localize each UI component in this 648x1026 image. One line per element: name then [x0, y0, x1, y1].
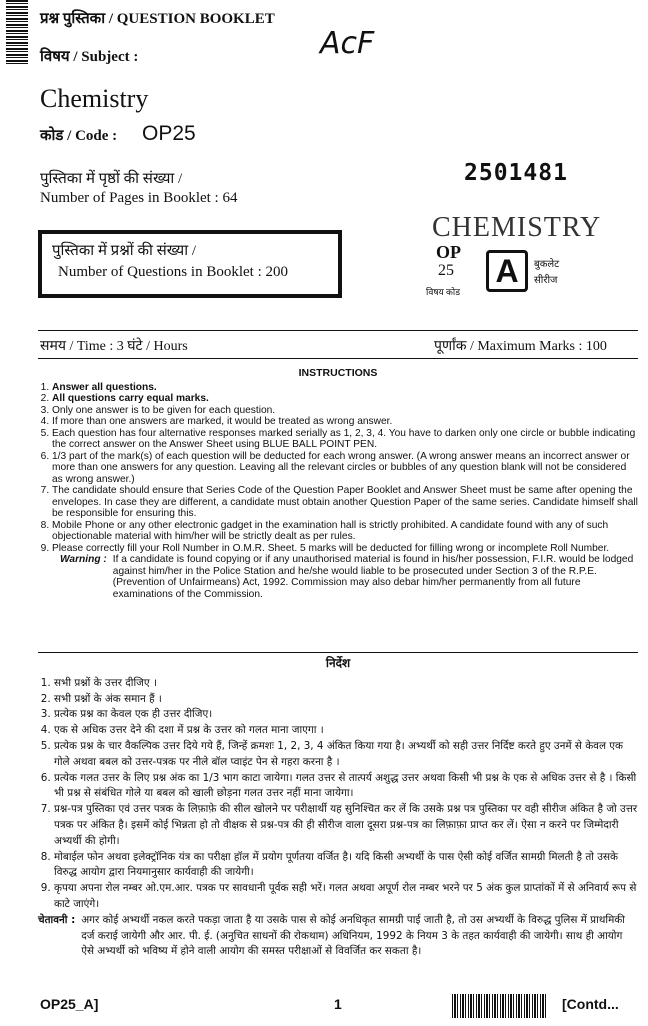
list-item: 7. The candidate should ensure that Series Code of the Question Paper Booklet and Answer Sheet must be same after opening the envelopes. In case they are different, a candidate must obtain another Question Paper of the same series. Candidate himself shall be responsible for ensuring this. [52, 485, 638, 520]
list-item: 2. All questions carry equal marks. [52, 393, 638, 405]
list-item: 8. मोबाईल फोन अथवा इलेक्ट्रॉनिक यंत्र का परीक्षा हॉल में प्रयोग पूर्णतया वर्जित है। यदि किसी अभ्यर्थी के पास ऐसी कोई वर्जित सामग्री मिलती है तो उसके विरुद्ध आयोग द्वारा नियमानुसार कार्यवाही की जायेगी। [54, 850, 638, 882]
instructions-section [38, 368, 638, 600]
stamp-code-caption: विषय कोड [426, 287, 461, 297]
list-item: 4. If more than one answers are marked, it would be treated as wrong answer. [52, 416, 638, 428]
footer-barcode [452, 994, 548, 1018]
code-value: OP25 [142, 122, 196, 145]
questions-label-hi: पुस्तिका में प्रश्नों की संख्या / [52, 243, 197, 259]
code-label: कोड / Code : [40, 128, 118, 144]
list-item: 3. प्रत्येक प्रश्न का केवल एक ही उत्तर दीजिए। [54, 707, 638, 723]
marks-label: पूर्णांक / Maximum Marks : 100 [434, 339, 607, 354]
page-number: 1 [334, 996, 342, 1012]
divider [38, 652, 638, 653]
list-item: 6. प्रत्येक गलत उत्तर के लिए प्रश्न अंक का 1/3 भाग काटा जायेगा। गलत उत्तर से तात्पर्य अशुद्ध उत्तर अथवा किसी भी प्रश्न के एक से अधिक उत्तर से है । किसी भी प्रश्न से संबंधित गोले या बबल को खाली छोड़ना गलत उत्तर नहीं माना जायेगा। [54, 771, 638, 803]
continued-label: [Contd... [562, 996, 619, 1012]
list-item: 7. प्रश्न-पत्र पुस्तिका एवं उत्तर पत्रक के लिफ़ाफ़े की सील खोलने पर परीक्षार्थी यह सुनिश्चित कर लें कि उसके प्रश्न पत्र पुस्तिका पर वही सीरीज अंकित है जो उत्तर पत्रक पर अंकित है। इसमें कोई भिन्नता हो तो वीक्षक से प्रश्न-पत्र की ही सीरीज वाला दूसरा प्रश्न-पत्र का लिफ़ाफ़ा प्राप्त कर लें। ऐसा न करने पर जिम्मेदारी अभ्यर्थी की होगी। [54, 802, 638, 849]
instructions-list [38, 382, 638, 555]
subject-value: Chemistry [40, 84, 149, 113]
list-item: 9. Please correctly fill your Roll Number in O.M.R. Sheet. 5 marks will be deducted for filling wrong or incomplete Roll Number. [52, 543, 638, 555]
divider [38, 330, 638, 331]
subject-label: विषय / Subject : [40, 49, 139, 65]
booklet-title: प्रश्न पुस्तिका / QUESTION BOOKLET [40, 11, 275, 27]
hindi-warning-label: चेतावनी : [38, 913, 76, 926]
footer-code: OP25_A] [40, 996, 99, 1012]
list-item: 3. Only one answer is to be given for each question. [52, 405, 638, 417]
list-item: 4. एक से अधिक उत्तर देने की दशा में प्रश्न के उत्तर को गलत माना जाएगा । [54, 723, 638, 739]
booklet-number: 2501481 [464, 160, 568, 186]
pages-label-hi: पुस्तिका में पृष्ठों की संख्या / [40, 171, 183, 187]
warning-row [38, 554, 638, 600]
list-item: 5. Each question has four alternative responses marked serially as 1, 2, 3, 4. You have to darken only one circle or bubble indicating the correct answer on the Answer Sheet using BLUE BALL POINT PEN. [52, 428, 638, 451]
hindi-warning-row [38, 913, 638, 960]
nirdesh-list [38, 676, 638, 913]
questions-label-en: Number of Questions in Booklet : 200 [58, 264, 288, 280]
warning-label: Warning : [60, 554, 107, 565]
instructions-title: INSTRUCTIONS [298, 367, 378, 379]
divider [38, 358, 638, 359]
side-barcode [6, 0, 28, 66]
list-item: 8. Mobile Phone or any other electronic gadget in the examination hall is strictly prohibited. A candidate found with any of such objectionable material with him/her will be strictly dealt as per rules. [52, 520, 638, 543]
time-label: समय / Time : 3 घंटे / Hours [40, 339, 188, 354]
list-item: 1. सभी प्रश्नों के उत्तर दीजिए । [54, 676, 638, 692]
nirdesh-section [38, 656, 638, 960]
warning-text: If a candidate is found copying or if any unauthorised material is found in his/her possession, F.I.R. would be lodged against him/her in the Police Station and he/she would liable to be prosecuted under Section 3 of the R.P.E. (Prevention of Unfairmeans) Act, 1992. Commission may also debar him/her permanently from all future examinations of the Commission. [112, 554, 634, 600]
stamp-num: 25 [438, 262, 454, 279]
list-item: 1. Answer all questions. [52, 382, 638, 394]
series-caption-1: बुकलेट [534, 259, 560, 270]
list-item: 5. प्रत्येक प्रश्न के चार वैकल्पिक उत्तर दिये गये हैं, जिन्हें क्रमशः 1, 2, 3, 4 अंकित किया गया है। अभ्यर्थी को सही उत्तर निर्दिष्ट करते हुए उनमें से केवल एक गोले अथवा बबल को उत्तर-पत्रक पर नीले बॉल प्वाइंट पेन से गहरा करना है । [54, 739, 638, 771]
handwritten-note: AcF [320, 26, 375, 61]
questions-box [38, 230, 342, 298]
stamp-op: OP [436, 242, 461, 262]
series-caption-2: सीरीज [534, 275, 558, 286]
list-item: 2. सभी प्रश्नों के अंक समान हैं । [54, 692, 638, 708]
hindi-warning-text: अगर कोई अभ्यर्थी नकल करते पकड़ा जाता है या उसके पास से कोई अनधिकृत सामग्री पाई जाती है, तो उस अभ्यर्थी के विरुद्ध पुलिस में प्राथमिकी दर्ज कराई जायेगी और आर. पी. ई. (अनुचित साधनों की रोकथाम) अधिनियम, 1992 के नियम 3 के तहत कार्यवाही की जायेगी। साथ ही आयोग ऐसे अभ्यर्थी को भविष्य में होने वाली आयोग की समस्त परीक्षाओं से विवर्जित कर सकता है। [81, 913, 625, 958]
list-item: 6. 1/3 part of the mark(s) of each question will be deducted for each wrong answer. (A wrong answer means an incorrect answer or more than one answers for any question. Leaving all the relevant circles or bubbles of any question blank will not be considered as wrong answer.) [52, 451, 638, 486]
nirdesh-title: निर्देश [325, 656, 351, 670]
series-badge: A [486, 250, 528, 292]
list-item: 9. कृपया अपना रोल नम्बर ओ.एम.आर. पत्रक पर सावधानी पूर्वक सही भरें। गलत अथवा अपूर्ण रोल नम्बर भरने पर 5 अंक कुल प्राप्तांकों में से अनिवार्य रूप से काटे जाएंगे। [54, 881, 638, 913]
stamp-subject: CHEMISTRY [432, 212, 602, 243]
pages-label-en: Number of Pages in Booklet : 64 [40, 190, 238, 206]
